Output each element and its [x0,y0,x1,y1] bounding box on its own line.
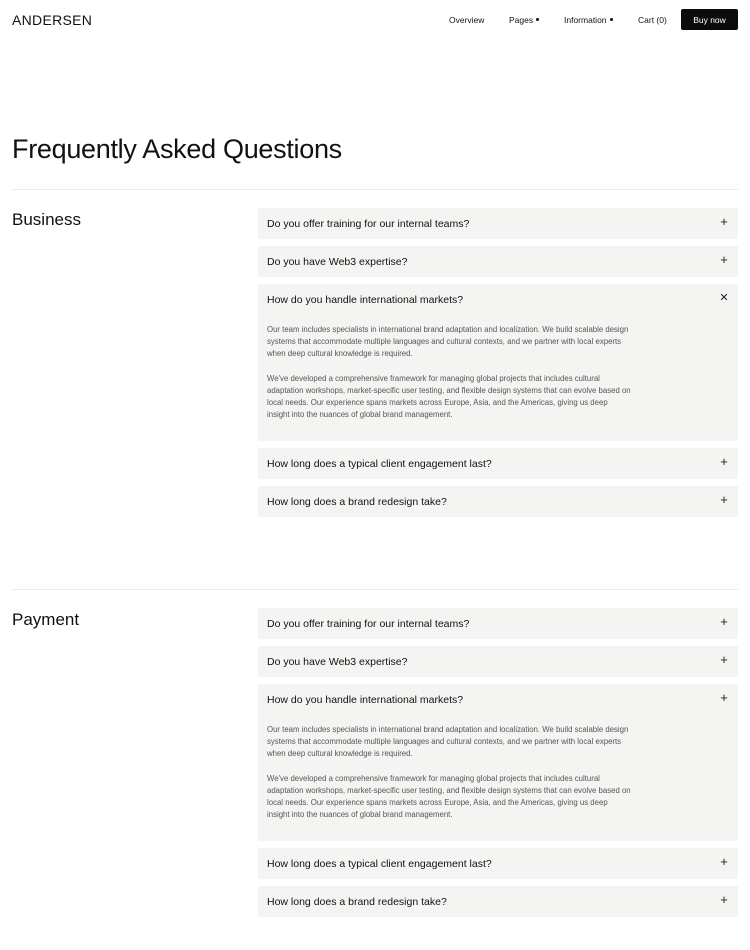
nav-pages-label: Pages [509,15,534,25]
dropdown-dot-icon [536,18,539,21]
faq-question: How do you handle international markets? [267,694,464,706]
nav-pages[interactable] [509,15,539,25]
plus-icon[interactable]: + [720,854,728,869]
close-icon[interactable]: ✕ [719,292,729,304]
plus-icon[interactable]: + [720,492,728,507]
nav-information[interactable] [564,15,613,25]
faq-question: How long does a brand redesign take? [267,896,447,908]
plus-icon[interactable]: + [720,214,728,229]
nav-cart[interactable]: Cart (0) [638,15,667,25]
nav-information-label: Information [564,15,607,25]
faq-question: Do you have Web3 expertise? [267,256,408,268]
faq-answer-paragraph: Our team includes specialists in international brand adaptation and localization. We build scalable design systems that accommodate multiple languages and cultural contexts, and we partner with local experts when deep cultural knowledge is required. [267,325,629,358]
faq-question: How do you handle international markets? [267,294,464,306]
site-header [0,0,750,40]
faq-answer-paragraph: We've developed a comprehensive framework for managing global projects that includes cultural adaptation workshops, market-specific user testing, and flexible design systems that can evolve based on local needs. Our experience spans markets across Europe, Asia, and the Americas, giving us deep insight into the nuances of global brand management. [267,774,631,819]
faq-question: How long does a typical client engagement last? [267,858,492,870]
faq-item-expanded[interactable] [258,684,738,841]
plus-icon[interactable]: + [720,614,728,629]
plus-icon[interactable]: + [720,690,728,705]
plus-icon[interactable]: + [720,252,728,267]
plus-icon[interactable]: + [720,454,728,469]
faq-item[interactable] [258,886,738,917]
faq-item[interactable] [258,646,738,677]
faq-answer-paragraph: We've developed a comprehensive framework for managing global projects that includes cultural adaptation workshops, market-specific user testing, and flexible design systems that can evolve based on local needs. Our experience spans markets across Europe, Asia, and the Americas, giving us deep insight into the nuances of global brand management. [267,374,631,419]
faq-answer-paragraph: Our team includes specialists in international brand adaptation and localization. We build scalable design systems that accommodate multiple languages and cultural contexts, and we partner with local experts when deep cultural knowledge is required. [267,725,629,758]
faq-item[interactable] [258,448,738,479]
faq-question: Do you have Web3 expertise? [267,656,408,668]
plus-icon[interactable]: + [720,892,728,907]
faq-question: How long does a typical client engagement last? [267,458,492,470]
faq-item-expanded[interactable] [258,284,738,441]
section-title-business: Business [12,210,81,229]
section-divider [12,589,738,590]
brand-logo[interactable]: ANDERSEN [12,12,93,28]
faq-item[interactable] [258,486,738,517]
dropdown-dot-icon [610,18,613,21]
faq-item[interactable] [258,848,738,879]
faq-item[interactable] [258,208,738,239]
section-divider [12,189,738,190]
buy-now-button[interactable]: Buy now [681,9,738,30]
faq-item[interactable] [258,608,738,639]
page-title: Frequently Asked Questions [12,134,342,164]
faq-item[interactable] [258,246,738,277]
faq-question: How long does a brand redesign take? [267,496,447,508]
plus-icon[interactable]: + [720,652,728,667]
faq-question: Do you offer training for our internal teams? [267,218,470,230]
faq-question: Do you offer training for our internal teams? [267,618,470,630]
section-title-payment: Payment [12,610,80,629]
nav-overview[interactable]: Overview [449,15,485,25]
